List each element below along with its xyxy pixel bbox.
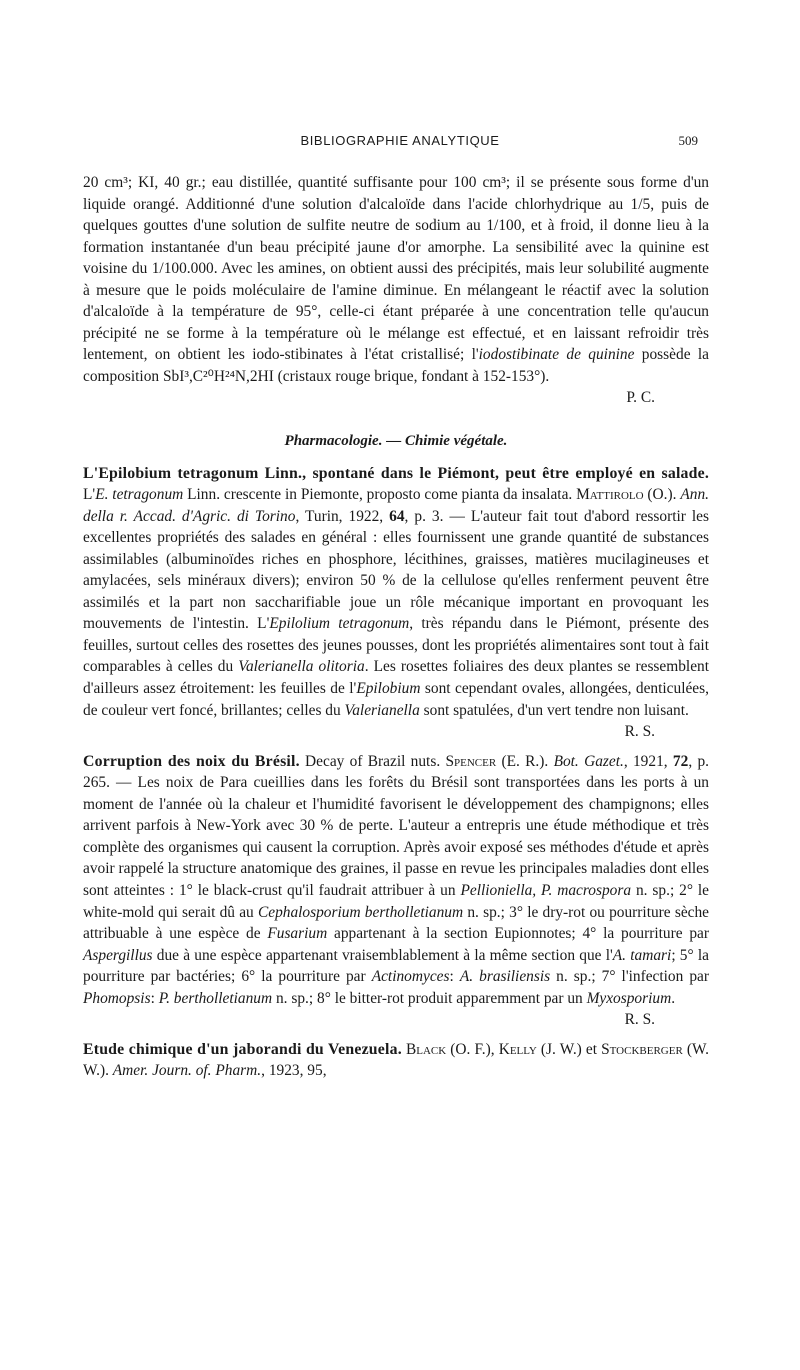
intro-paragraph: 20 cm³; KI, 40 gr.; eau distillée, quantité suffisante pour 100 cm³; il se présente sous forme d'un liquide orangé. Additionné d'une solution d'alcaloïde dans l'acide chlorhydrique au 1/5, puis de quelques gouttes d'une solution de sulfite neutre de sodium au 1/100, et à froid, il donne lieu à la formation instantanée d'un beau précipité jaune d'or amorphe. La sensibilité avec la quinine est voisine du 1/100.000. Avec les amines, on obtient aussi des précipités, mais leur solubilité augmente à mesure que le poids moléculaire de l'amine diminue. En mélangeant le réactif avec la solution d'alcaloïde à la température de 95°, celle-ci étant préparée à une concentration telle qu'aucun précipité ne se forme à la température où le mélange est effectué, et en laissant refroidir très lentement, on obtient les iodo-stibinates à l'état cristallisé; l'iodostibinate de quinine possède la composition SbI³,C²⁰H²⁴N,2HI (cristaux rouge brique, fondant à 152-153°).: [83, 174, 709, 385]
journal-name: Bot. Gazet.: [553, 752, 624, 770]
volume-number: 64: [389, 507, 405, 525]
article-jaborandi: Etude chimique d'un jaborandi du Venezuela. Black (O. F.), Kelly (J. W.) et Stockberger (W. W.). Amer. Journ. of. Pharm., 1923, 95,: [83, 1040, 709, 1080]
author-name: Kelly: [498, 1040, 537, 1058]
intro-signature: P. C.: [626, 389, 655, 407]
journal-name: Amer. Journ. of. Pharm.: [112, 1062, 262, 1080]
author-name: Spencer: [445, 752, 497, 770]
compound-name: iodostibinate de quinine: [478, 346, 635, 364]
article-title: L'Epilobium tetragonum Linn., spontané dans le Piémont, peut être employé en salade.: [83, 464, 709, 482]
author-name: Black: [405, 1040, 447, 1058]
journal-name: Ann. della r. Accad. d'Agric. di Torino: [83, 486, 709, 525]
article-epilobium-signature: R. S.: [624, 723, 655, 741]
author-name: Mattirolo: [576, 486, 644, 504]
article-epilobium: L'Epilobium tetragonum Linn., spontané dans le Piémont, peut être employé en salade. L'E. tetragonum Linn. crescente in Piemonte, proposto come pianta da insalata. Mattirolo (O.). Ann. della r. Accad. d'Agric. di Torino, Turin, 1922, 64, p. 3. — L'auteur fait tout d'abord ressortir les excellentes propriétés des salades en général : elles fournissent une grande quantité de substances assimilables (albuminoïdes riches en phosphore, lécithines, graisses, matières mucilagineuses et amylacées, sels minéraux divers); environ 50 % de la cellulose qu'elles renferment peuvent être assimilés et la part non saccharifiable joue un rôle mécanique important en provoquant les mouvements de l'intestin. L'Epilolium tetragonum, très répandu dans le Piémont, présente des feuilles, surtout celles des rosettes des jeunes pousses, dont les propriétés alimentaires sont tout à fait comparables à celles du Valerianella olitoria. Les rosettes foliaires des deux plantes se ressemblent d'ailleurs assez étroitement: les feuilles de l'Epilobium sont cependant ovales, allongées, denticulées, de couleur vert foncé, brillantes; celles du Valerianella sont spatulées, d'un vert tendre non luisant.: [83, 464, 710, 719]
article-title: Corruption des noix du Brésil.: [83, 752, 300, 770]
article-brazil-nuts: Corruption des noix du Brésil. Decay of Brazil nuts. Spencer (E. R.). Bot. Gazet., 1921, 72, p. 265. — Les noix de Para cueillies dans les forêts du Brésil sont transportées dans les ports à un moment de l'année où la chaleur et l'humidité favorisent le développement des champignons; elles arrivent parfois à New-York avec 30 % de perte. L'auteur a entrepris une étude méthodique et très complète des organismes qui causent la corruption. Après avoir exposé ses méthodes d'étude et après avoir rappelé la structure anatomique des graines, il passe en revue les principales maladies dont elles sont atteintes : 1° le black-crust qu'il faudrait attribuer à un Pellioniella, P. macrospora n. sp.; 2° le white-mold qui serait dû au Cephalosporium bertholletianum n. sp.; 3° le dry-rot ou pourriture sèche attribuable à une espèce de Fusarium appartenant à la section Eupionnotes; 4° la pourriture par Aspergillus due à une espèce appartenant vraisemblablement à la même section que l'A. tamari; 5° la pourriture par bactéries; 6° la pourriture par Actinomyces: A. brasiliensis n. sp.; 7° l'infection par Phomopsis: P. bertholletianum n. sp.; 8° le bitter-rot produit apparemment par un Myxosporium.: [83, 752, 710, 1007]
volume-number: 72: [672, 752, 689, 770]
article-title: Etude chimique d'un jaborandi du Venezuela.: [83, 1040, 402, 1058]
section-heading: Pharmacologie. — Chimie végétale.: [284, 433, 508, 450]
page-number: 509: [678, 133, 698, 148]
page-body: [83, 172, 709, 1082]
author-name: Stockberger: [601, 1040, 683, 1058]
article-brazil-nuts-signature: R. S.: [624, 1011, 655, 1029]
running-title: BIBLIOGRAPHIE ANALYTIQUE: [300, 133, 500, 148]
page-header: [0, 133, 800, 157]
